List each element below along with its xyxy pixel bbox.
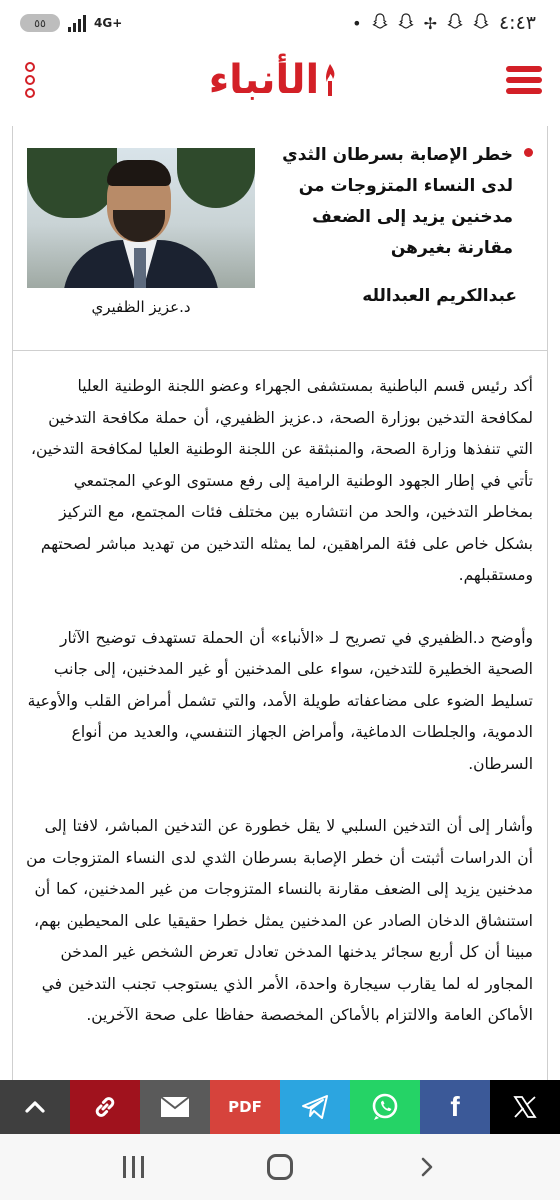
battery-indicator xyxy=(20,14,60,32)
telegram-icon xyxy=(301,1094,329,1120)
snapchat-icon xyxy=(473,13,489,33)
article-paragraph: أكد رئيس قسم الباطنية بمستشفى الجهراء وعضو اللجنة الوطنية العليا لمكافحة التدخين بوزارة الصحة، د.عزيز الظفيري، أن حملة مكافحة التدخين التي تنفذها وزارة الصحة، والمنبثقة عن اللجنة الوطنية العليا لمكافحة التدخين، تأتي في إطار الجهود الوطنية الرامية إلى رفع مستوى الوعي المجتمعي بمخاطر التدخين، والحد من انتشاره بين مختلف فئات المجتمع، مع التركيز بشكل خاص على فئة المراهقين، لما يمثله التدخين من تهديد مباشر لصحتهم ومستقبلهم. xyxy=(31,377,533,584)
x-icon xyxy=(512,1094,538,1120)
facebook-share-button[interactable] xyxy=(420,1080,490,1134)
pdf-button[interactable] xyxy=(210,1080,280,1134)
article-frame xyxy=(12,126,548,1080)
telegram-share-button[interactable] xyxy=(280,1080,350,1134)
flame-icon xyxy=(321,62,339,98)
email-share-button[interactable] xyxy=(140,1080,210,1134)
system-nav-bar xyxy=(0,1134,560,1200)
photo-caption: د.عزيز الظفيري xyxy=(91,298,191,316)
chevron-up-icon xyxy=(22,1094,48,1120)
whatsapp-share-button[interactable] xyxy=(350,1080,420,1134)
mail-icon xyxy=(160,1096,190,1118)
article-photo[interactable] xyxy=(27,148,255,288)
snapchat-icon xyxy=(398,13,414,33)
status-bar-right xyxy=(352,12,536,34)
article-paragraph: وأشار إلى أن التدخين السلبي لا يقل خطورة عن التدخين المباشر، لافتا إلى أن الدراسات أثبتت أن خطر الإصابة بسرطان الثدي لدى النساء المتزوجات من مدخنين يزيد إلى الضعف مقارنة بالنساء المتزوجات من غير المدخنين، كما أن استنشاق الدخان الصادر عن المدخنين يمثل خطرا حقيقيا على المحيطين بهم، مبينا أن كل أربع سجائر يدخنها المدخن تعادل تعرض الشخص غير المدخن المجاور له لما يقارب سيجارة واحدة، الأمر الذي يستوجب تجنب التدخين في الأماكن العامة والالتزام بالأماكن المخصصة حفاظا على صحة الآخرين. xyxy=(26,817,533,1024)
signal-icon xyxy=(68,14,86,32)
article-top xyxy=(25,140,533,350)
kebab-menu-icon[interactable] xyxy=(18,62,42,98)
recent-apps-icon xyxy=(123,1156,144,1178)
article-body xyxy=(25,351,533,1032)
status-bar xyxy=(0,0,560,46)
scroll-top-button[interactable] xyxy=(0,1080,70,1134)
battery-level: ٥٥ xyxy=(34,16,46,30)
app-header xyxy=(0,46,560,114)
article-headline: خطر الإصابة بسرطان الثدي لدى النساء المتزوجات من مدخنين يزيد إلى الضعف مقارنة بغيرهن xyxy=(282,145,513,258)
back-button[interactable] xyxy=(397,1147,457,1187)
notification-dot-icon: • xyxy=(352,13,362,33)
facebook-icon: f xyxy=(450,1091,460,1122)
link-icon xyxy=(91,1093,119,1121)
home-icon xyxy=(267,1154,293,1180)
snapchat-icon xyxy=(447,13,463,33)
logo-text: الأنباء xyxy=(208,57,320,103)
back-icon xyxy=(417,1155,437,1179)
whatsapp-icon xyxy=(370,1092,400,1122)
share-bar xyxy=(0,1080,560,1134)
snapchat-icon xyxy=(372,13,388,33)
hamburger-menu-icon[interactable] xyxy=(506,66,542,94)
article xyxy=(13,126,547,1032)
article-author: عبدالكريم العبدالله xyxy=(362,286,517,306)
fan-icon: ✢ xyxy=(423,13,437,33)
status-bar-left xyxy=(20,14,122,32)
copy-link-button[interactable] xyxy=(70,1080,140,1134)
photo-container xyxy=(27,148,255,316)
recent-apps-button[interactable] xyxy=(103,1147,163,1187)
site-logo[interactable] xyxy=(209,57,340,103)
bullet-icon xyxy=(524,148,533,157)
network-type: 4G+ xyxy=(94,16,123,30)
article-paragraph: وأوضح د.الظفيري في تصريح لـ «الأنباء» أن الحملة تستهدف توضيح الآثار الصحية الخطيرة للتدخين، سواء على المدخنين أو غير المدخنين، إلى جانب تسليط الضوء على مضاعفاته طويلة الأمد، والتي تشمل أمراض القلب والأوعية الدموية، والجلطات الدماغية، وأمراض الجهاز التنفسي، والعديد من أنواع السرطان. xyxy=(27,628,533,773)
x-share-button[interactable] xyxy=(490,1080,560,1134)
pdf-icon: PDF xyxy=(228,1098,262,1116)
home-button[interactable] xyxy=(250,1147,310,1187)
clock: ٤:٤٣ xyxy=(498,12,536,34)
